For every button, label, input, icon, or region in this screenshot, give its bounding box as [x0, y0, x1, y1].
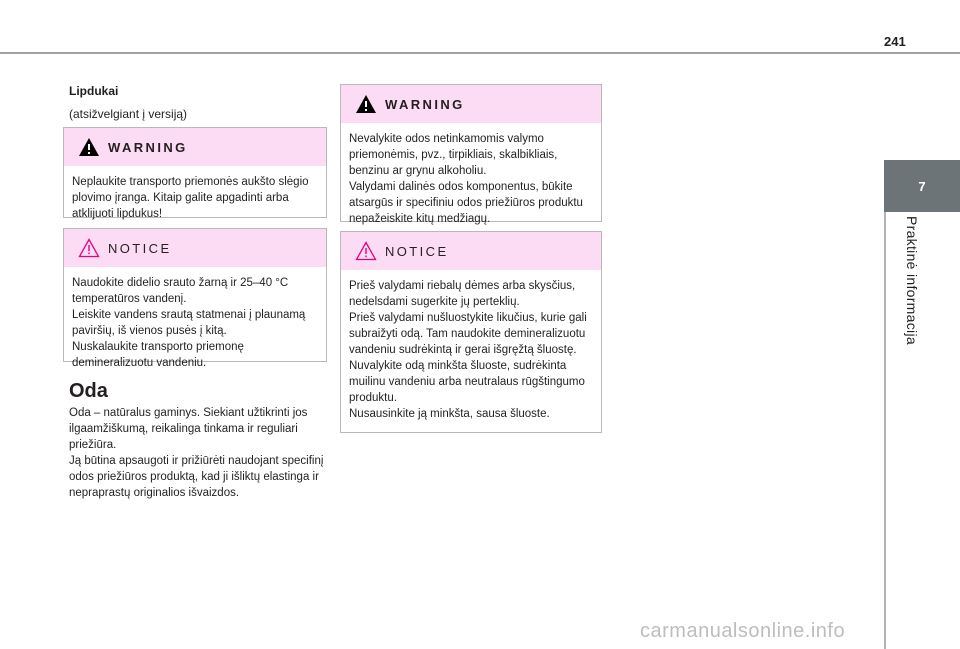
page-number: 241: [884, 34, 906, 49]
warning-label: WARNING: [385, 96, 465, 112]
warning-body: [64, 166, 326, 230]
notice-triangle-icon: [78, 238, 100, 258]
warning-text: Neplaukite transporto priemonės aukšto slėgio plovimo įranga. Kitaip galite apgadinti arba atklijuoti lipdukus!: [72, 176, 309, 220]
warning-triangle-icon: [78, 137, 100, 157]
warning-label: WARNING: [108, 139, 188, 155]
notice-text-line: Nusausinkite ją minkšta, sausa šluoste.: [349, 408, 550, 420]
notice-triangle-icon: [355, 241, 377, 261]
warning-text-line: Nevalykite odos netinkamomis valymo priemonėmis, pvz., tirpikliais, skalbikliais, benzinu ar grynu alkoholiu.: [349, 133, 558, 177]
notice-label: NOTICE: [385, 243, 449, 259]
oda-paragraph: [69, 405, 331, 501]
notice-text-line: Leiskite vandens srautą statmenai į plaunamą paviršių, iš vienos pusės į kitą.: [72, 309, 306, 337]
watermark: carmanualsonline.info: [640, 620, 846, 642]
warning-header: [64, 128, 326, 166]
notice-header: [341, 232, 601, 270]
section-heading-oda: Oda: [69, 380, 108, 402]
version-note: (atsižvelgiant į versiją): [69, 107, 188, 121]
chapter-title: Praktinė informacija: [904, 216, 920, 345]
notice-body: [64, 267, 326, 379]
oda-text-line: Oda – natūralus gaminys. Siekiant užtikrinti jos ilgaamžiškumą, reikalinga tinkama ir reguliari priežiūra.: [69, 407, 308, 451]
chapter-tab[interactable]: 7: [884, 160, 960, 212]
notice-box-left: [63, 228, 327, 369]
warning-box-left: [63, 127, 327, 218]
oda-text-line: Ją būtina apsaugoti ir prižiūrėti naudojant specifinį odos priežiūros produktą, kad ji išliktų elastinga ir nepraprastų originalios išvaizdos.: [69, 455, 324, 499]
section-heading-lipdukai: Lipdukai: [69, 84, 119, 98]
warning-body: [341, 123, 601, 235]
warning-box-right: [340, 84, 602, 225]
notice-text-line: Nuvalykite odą minkšta šluoste, sudrėkinta muilinu vandeniu arba neutralaus rūgštingumo produktu.: [349, 360, 585, 404]
notice-body: [341, 270, 601, 430]
warning-triangle-icon: [355, 94, 377, 114]
notice-text-line: Naudokite didelio srauto žarną ir 25–40 °C temperatūros vandenį.: [72, 277, 289, 305]
top-rule: [0, 52, 960, 54]
notice-label: NOTICE: [108, 240, 172, 256]
notice-header: [64, 229, 326, 267]
notice-box-right: [340, 231, 602, 433]
warning-header: [341, 85, 601, 123]
notice-text-line: Prieš valydami nušluostykite likučius, kurie gali subraižyti odą. Tam naudokite demineralizuotu vandeniu sudrėkintą ir gerai išgręžtą šluostę.: [349, 312, 587, 356]
notice-text-line: Nuskalaukite transporto priemonę demineralizuotu vandeniu.: [72, 341, 244, 369]
notice-text-line: Prieš valydami riebalų dėmes arba skysčius, nedelsdami sugerkite jų perteklių.: [349, 280, 576, 308]
warning-text-line: Valydami dalinės odos komponentus, būkite atsargūs ir specifiniu odos priežiūros produktu nepažeiskite kitų medžiagų.: [349, 181, 583, 225]
